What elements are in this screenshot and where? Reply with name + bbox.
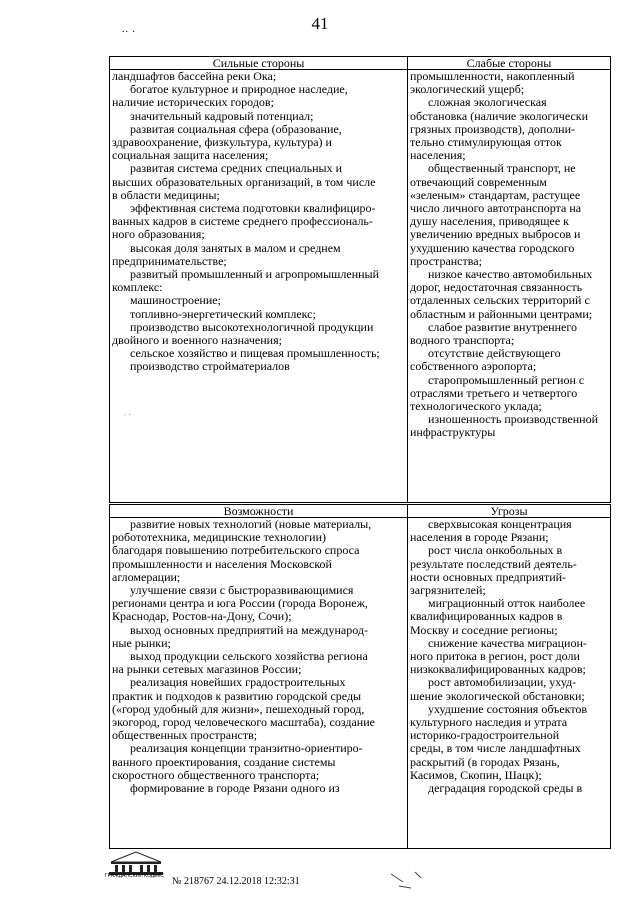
- threats-header: Угрозы: [408, 505, 611, 518]
- weaknesses-list: [410, 70, 608, 440]
- cell-line: водного транспорта;: [410, 333, 515, 348]
- cell-line: улучшение связи с быстроразвивающимися: [130, 583, 354, 598]
- cell-line: ные рынки;: [112, 635, 171, 650]
- cell-line: практик и подходов к развитию городской среды: [112, 688, 362, 703]
- cell-line: сверхвысокая концентрация: [428, 517, 572, 531]
- cell-line: развитая система средних специальных и: [130, 161, 343, 176]
- cell-line: ухудшению качества городского: [410, 240, 575, 255]
- cell-line: культурного наследия и утрата: [410, 715, 568, 730]
- cell-line: инфраструктуры: [410, 425, 496, 440]
- cell-line: комплекс:: [112, 280, 163, 295]
- weaknesses-cell: [408, 70, 611, 503]
- threats-list: [410, 518, 608, 795]
- cell-line: рост автомобилизации, ухуд-: [428, 675, 577, 690]
- strengths-weaknesses-table: [109, 56, 611, 503]
- cell-line: благодаря повышению потребительского спроса: [112, 543, 360, 558]
- cell-line: высокая доля занятых в малом и среднем: [130, 240, 341, 255]
- cell-line: выход основных предприятий на международ-: [130, 622, 368, 637]
- cell-line: эффективная система подготовки квалифициро-: [130, 201, 376, 216]
- cell-line: низкоквалифицированных кадров;: [410, 662, 586, 677]
- opportunities-header: Возможности: [110, 505, 408, 518]
- cell-line: душу населения, приводящее к: [410, 214, 569, 229]
- cell-line: богатое культурное и природное наследие,: [130, 82, 348, 97]
- cell-line: двойного и военного назначения;: [112, 333, 282, 348]
- corner-marks: .. .: [122, 24, 136, 35]
- cell-line: экологический ущерб;: [410, 82, 525, 97]
- ink-mark: [389, 868, 423, 892]
- cell-line: историко-градостроительной: [410, 728, 560, 743]
- threats-cell: [408, 518, 611, 849]
- strengths-list: [112, 70, 405, 374]
- cell-line: реализация новейших градостроительных: [130, 675, 346, 690]
- opportunities-list: [112, 518, 405, 795]
- cell-line: населения в городе Рязани;: [410, 530, 549, 545]
- cell-line: топливно-энергетический комплекс;: [130, 306, 316, 321]
- cell-line: промышленности, накопленный: [410, 69, 575, 83]
- cell-line: развитый промышленный и агропромышленный: [130, 267, 380, 282]
- cell-line: («город удобный для жизни», пешеходный город,: [112, 701, 365, 716]
- cell-line: «зеленым» стандартам, растущее: [410, 187, 581, 202]
- strengths-cell: [110, 70, 408, 503]
- cell-line: сельское хозяйство и пищевая промышленность;: [130, 346, 380, 361]
- cell-line: скоростного общественного транспорта;: [112, 767, 320, 782]
- cell-line: реализация концепции транзитно-ориентиро-: [130, 741, 363, 756]
- cell-line: в области медицины;: [112, 187, 220, 202]
- cell-line: изношенность производственной: [428, 412, 599, 427]
- cell-line: ного образования;: [112, 227, 205, 242]
- cell-line: ного притока в регион, рост доли: [410, 649, 580, 664]
- cell-line: загрязнителей;: [410, 583, 486, 598]
- cell-line: робототехника, медицинские технологии): [112, 530, 326, 545]
- cell-line: старопромышленный регион с: [428, 372, 585, 387]
- cell-line: ухудшение состояния объектов: [428, 701, 588, 716]
- cell-line: раскрытий (в городах Рязань,: [410, 754, 560, 769]
- cell-line: развитие новых технологий (новые материалы,: [130, 517, 372, 531]
- cell-line: низкое качество автомобильных: [428, 267, 593, 282]
- cell-line: экогород, город человеческого масштаба), создание: [112, 715, 375, 730]
- cell-line: машиностроение;: [130, 293, 221, 308]
- cell-line: тельно стимулирующая отток: [410, 135, 562, 150]
- cell-line: развитая социальная сфера (образование,: [130, 121, 342, 136]
- cell-line: грязных производств), дополни-: [410, 121, 576, 136]
- cell-line: предпринимательстве;: [112, 253, 227, 268]
- cell-line: регионами центра и юга России (города Воронеж,: [112, 596, 368, 611]
- opportunities-cell: [110, 518, 408, 849]
- cell-line: технологического уклада;: [410, 399, 542, 414]
- page-number: 41: [311, 14, 329, 33]
- cell-line: рост числа онкобольных в: [428, 543, 563, 558]
- cell-line: отвечающий современным: [410, 174, 547, 189]
- cell-line: Касимов, Скопин, Шацк);: [410, 767, 542, 782]
- cell-line: отсутствие действующего: [428, 346, 561, 361]
- cell-line: ландшафтов бассейна реки Ока;: [112, 69, 277, 83]
- cell-line: деградация городской среды в: [428, 781, 583, 796]
- cell-line: производство высокотехнологичной продукции: [130, 319, 374, 334]
- cell-line: миграционный отток наиболее: [428, 596, 586, 611]
- cell-line: значительный кадровый потенциал;: [130, 108, 314, 123]
- cell-line: промышленности и населения Московской: [112, 556, 332, 571]
- cell-line: общественных пространств;: [112, 728, 258, 743]
- document-stamp: № 218767 24.12.2018 12:32:31: [172, 876, 300, 887]
- cell-line: квалифицированных кадров в: [410, 609, 563, 624]
- cell-line: Москву и соседние регионы;: [410, 622, 558, 637]
- strengths-header: Сильные стороны: [110, 57, 408, 70]
- cell-line: отраслями третьего и четвертого: [410, 385, 578, 400]
- cell-line: агломерации;: [112, 569, 181, 584]
- opportunities-threats-table: [109, 504, 611, 849]
- cell-line: выход продукции сельского хозяйства региона: [130, 649, 368, 664]
- cell-line: снижение качества миграцион-: [428, 635, 587, 650]
- cell-line: ности основных предприятий-: [410, 569, 567, 584]
- cell-line: собственного аэропорта;: [410, 359, 537, 374]
- cell-line: высших образовательных организаций, в том числе: [112, 174, 376, 189]
- cell-line: среды, в том числе ландшафтных: [410, 741, 581, 756]
- cell-line: обстановка (наличие экологически: [410, 108, 589, 123]
- cell-line: отдаленных сельских территорий с: [410, 293, 590, 308]
- cell-line: сложная экологическая: [428, 95, 547, 110]
- cell-line: дорог, недостаточная связанность: [410, 280, 583, 295]
- cell-dots: . .: [124, 406, 131, 417]
- cell-line: пространства;: [410, 253, 482, 268]
- weaknesses-header: Слабые стороны: [408, 57, 611, 70]
- cell-line: слабое развитие внутреннего: [428, 319, 577, 334]
- cell-line: Краснодар, Ростов-на-Дону, Сочи);: [112, 609, 292, 624]
- cell-line: шение экологической обстановки;: [410, 688, 585, 703]
- cell-line: результате последствий деятель-: [410, 556, 577, 571]
- cell-line: ванных кадров в системе среднего профессиональ-: [112, 214, 373, 229]
- cell-line: социальная защита населения;: [112, 148, 269, 163]
- cell-line: ванного проектирования, создание системы: [112, 754, 336, 769]
- cell-line: увеличению вредных выбросов и: [410, 227, 581, 242]
- cell-line: на рынки сетевых магазинов России;: [112, 662, 302, 677]
- cell-line: здравоохранение, физкультура, культура) и: [112, 135, 332, 150]
- logo-caption: ГРАЖДАНСКИЙ КОДЕКС: [105, 873, 164, 879]
- cell-line: формирование в городе Рязани одного из: [130, 781, 340, 796]
- cell-line: наличие исторических городов;: [112, 95, 274, 110]
- cell-line: число личного автотранспорта на: [410, 201, 582, 216]
- cell-line: областным и районными центрами;: [410, 306, 593, 321]
- cell-line: производство стройматериалов: [130, 359, 290, 374]
- cell-line: населения;: [410, 148, 466, 163]
- cell-line: общественный транспорт, не: [428, 161, 576, 176]
